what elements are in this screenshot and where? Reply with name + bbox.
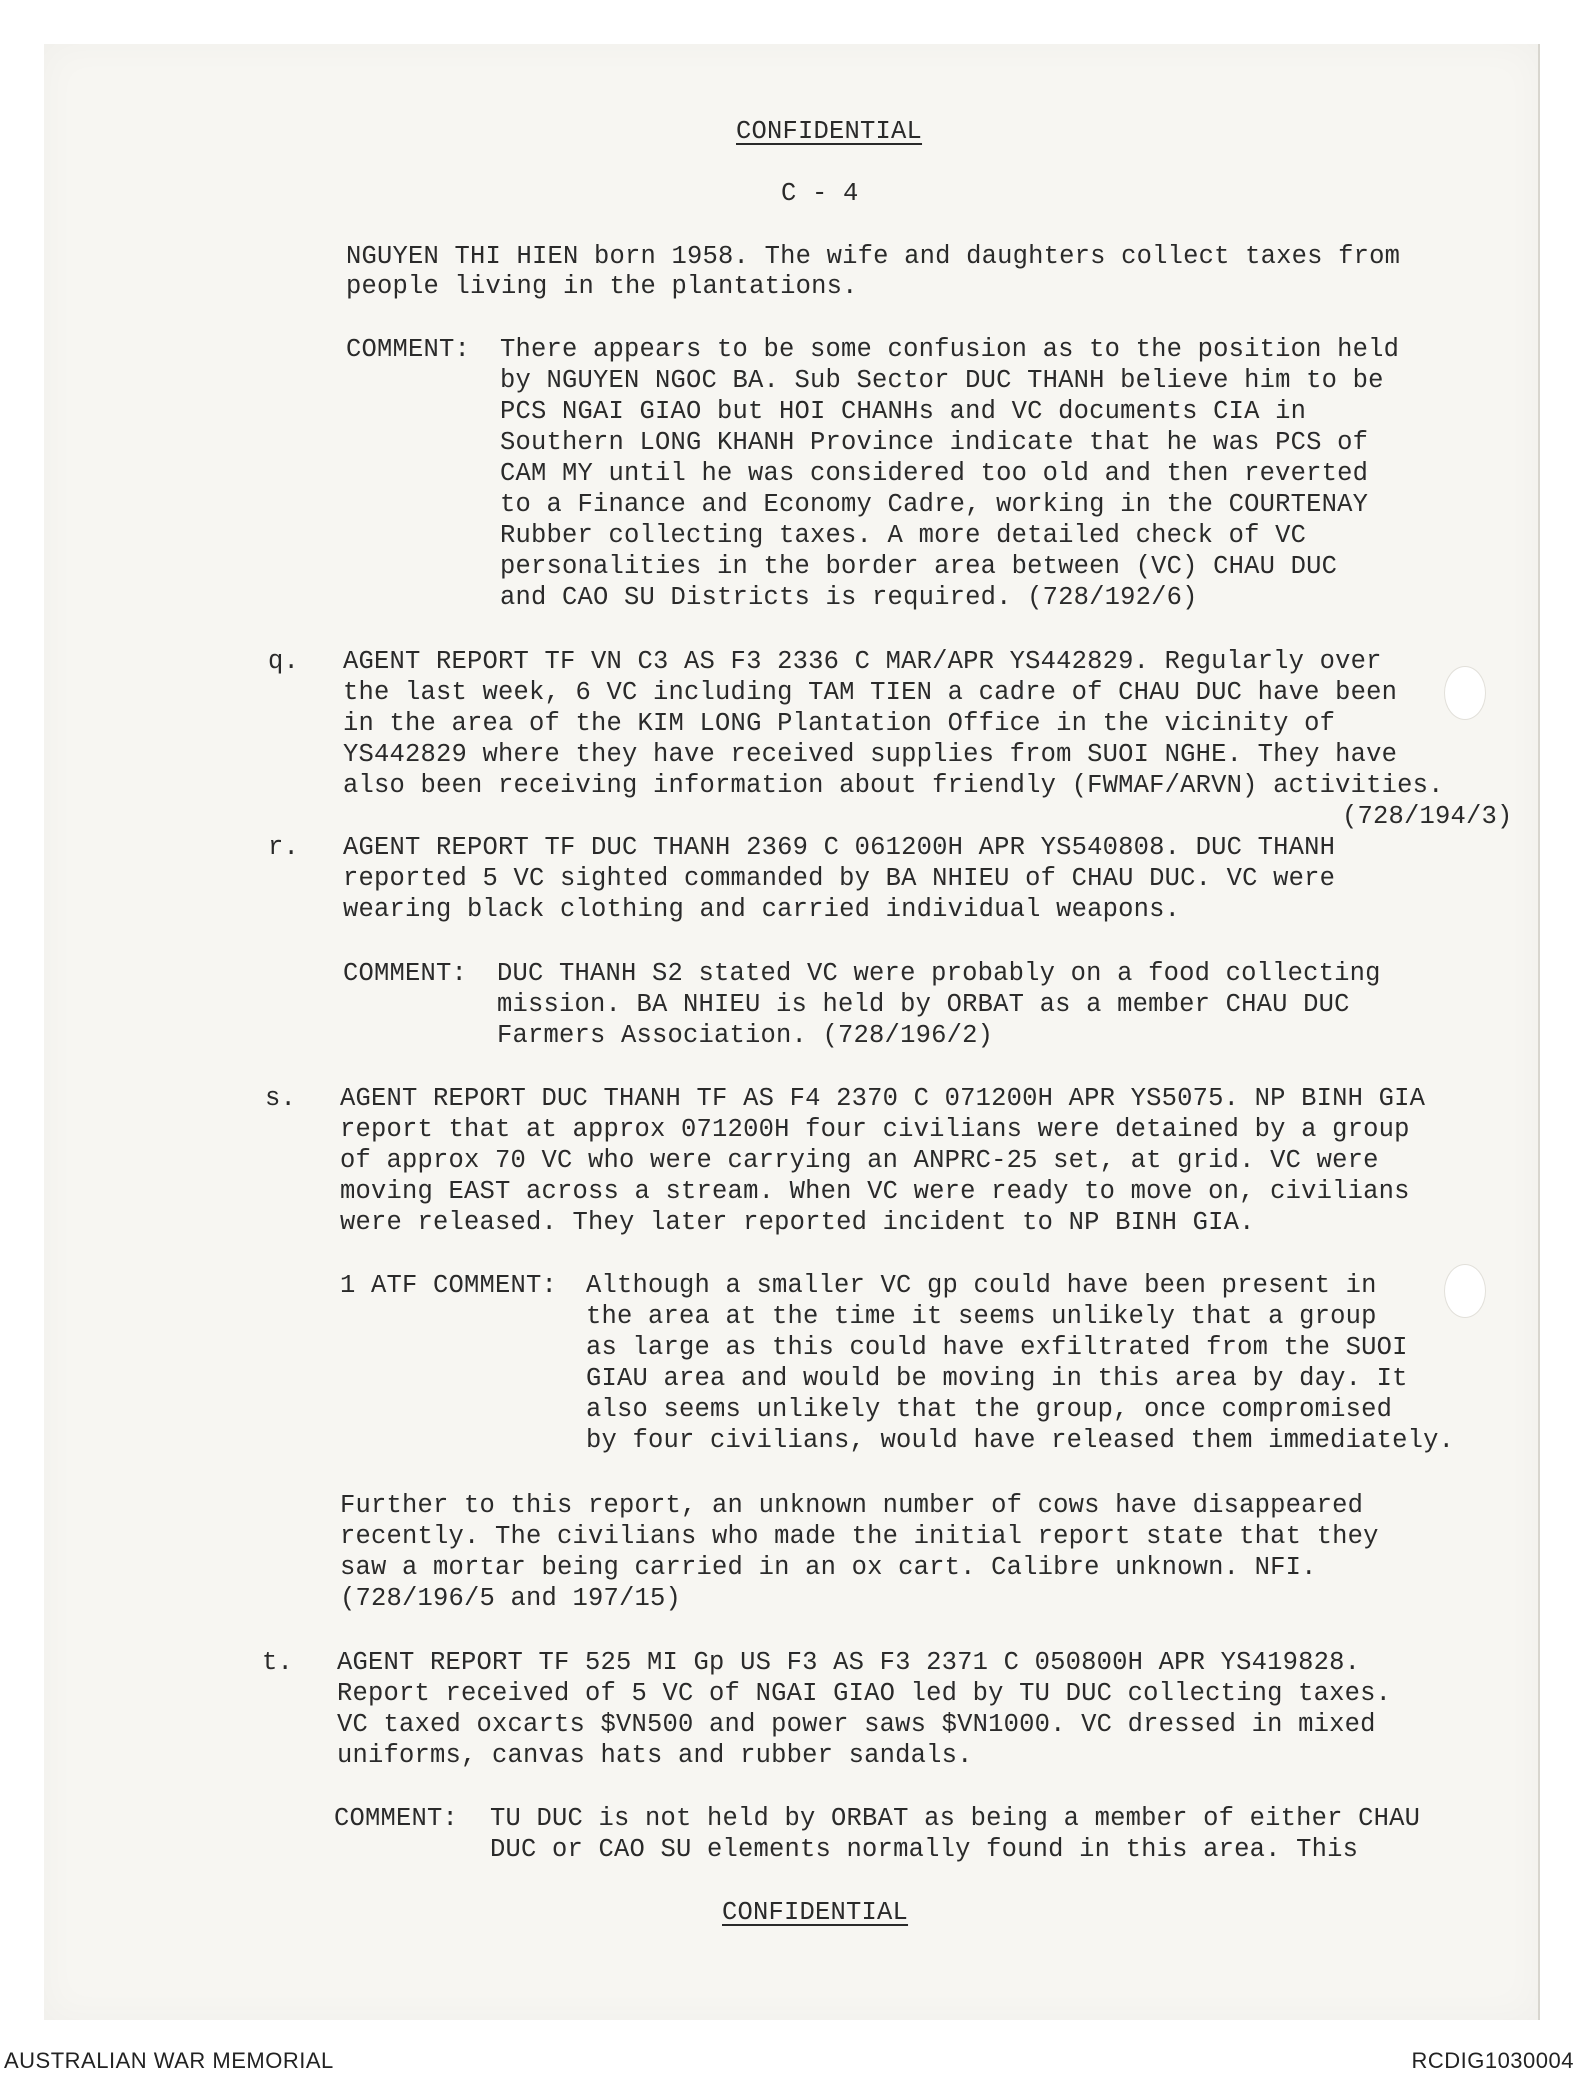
item-marker-s: s. bbox=[265, 1084, 297, 1113]
report-line: reported 5 VC sighted commanded by BA NHIEU of CHAU DUC. VC were bbox=[343, 864, 1336, 893]
report-line: VC taxed oxcarts $VN500 and power saws $VN1000. VC dressed in mixed bbox=[337, 1710, 1376, 1739]
comment-line: Rubber collecting taxes. A more detailed check of VC bbox=[500, 521, 1307, 550]
report-line: AGENT REPORT TF 525 MI Gp US F3 AS F3 2371 C 050800H APR YS419828. bbox=[337, 1648, 1361, 1677]
comment-line: Although a smaller VC gp could have been present in bbox=[586, 1271, 1377, 1300]
comment-label: COMMENT: bbox=[346, 335, 471, 364]
comment-line: to a Finance and Economy Cadre, working in the COURTENAY bbox=[500, 490, 1369, 519]
archive-source-label: AUSTRALIAN WAR MEMORIAL bbox=[4, 2048, 334, 2073]
classification-header: CONFIDENTIAL bbox=[736, 117, 923, 146]
item-marker-r: r. bbox=[268, 833, 300, 862]
report-line: of approx 70 VC who were carrying an ANPRC-25 set, at grid. VC were bbox=[340, 1146, 1379, 1175]
comment-line: mission. BA NHIEU is held by ORBAT as a member CHAU DUC bbox=[497, 990, 1350, 1019]
further-line: recently. The civilians who made the initial report state that they bbox=[340, 1522, 1379, 1551]
report-line: also been receiving information about friendly (FWMAF/ARVN) activities. bbox=[343, 771, 1444, 800]
intro-line: people living in the plantations. bbox=[346, 272, 858, 301]
comment-label: 1 ATF COMMENT: bbox=[340, 1271, 558, 1300]
report-line: report that at approx 071200H four civilians were detained by a group bbox=[340, 1115, 1410, 1144]
classification-footer: CONFIDENTIAL bbox=[722, 1898, 909, 1927]
comment-line: as large as this could have exfiltrated from the SUOI bbox=[586, 1333, 1408, 1362]
comment-line: personalities in the border area between (VC) CHAU DUC bbox=[500, 552, 1338, 581]
report-line: uniforms, canvas hats and rubber sandals. bbox=[337, 1741, 973, 1770]
punch-hole bbox=[1444, 1264, 1486, 1318]
comment-line: the area at the time it seems unlikely that a group bbox=[586, 1302, 1377, 1331]
report-line: the last week, 6 VC including TAM TIEN a cadre of CHAU DUC have been bbox=[343, 678, 1398, 707]
further-line: Further to this report, an unknown number of cows have disappeared bbox=[340, 1491, 1364, 1520]
archive-id-label: RCDIG1030004 bbox=[1411, 2048, 1574, 2073]
comment-line: and CAO SU Districts is required. (728/192/6) bbox=[500, 583, 1198, 612]
report-line: in the area of the KIM LONG Plantation Office in the vicinity of bbox=[343, 709, 1336, 738]
comment-line: by NGUYEN NGOC BA. Sub Sector DUC THANH believe him to be bbox=[500, 366, 1384, 395]
comment-line: Farmers Association. (728/196/2) bbox=[497, 1021, 994, 1050]
item-marker-t: t. bbox=[262, 1648, 294, 1677]
report-line: were released. They later reported incident to NP BINH GIA. bbox=[340, 1208, 1255, 1237]
report-line: moving EAST across a stream. When VC were ready to move on, civilians bbox=[340, 1177, 1410, 1206]
comment-line: DUC THANH S2 stated VC were probably on a food collecting bbox=[497, 959, 1381, 988]
report-line: Report received of 5 VC of NGAI GIAO led by TU DUC collecting taxes. bbox=[337, 1679, 1392, 1708]
punch-hole bbox=[1444, 666, 1486, 720]
comment-line: CAM MY until he was considered too old and then reverted bbox=[500, 459, 1369, 488]
further-line: saw a mortar being carried in an ox cart. Calibre unknown. NFI. bbox=[340, 1553, 1317, 1582]
comment-line: also seems unlikely that the group, once compromised bbox=[586, 1395, 1393, 1424]
comment-line: by four civilians, would have released them immediately. bbox=[586, 1426, 1455, 1455]
intro-line: NGUYEN THI HIEN born 1958. The wife and daughters collect taxes from bbox=[346, 242, 1401, 271]
report-line: AGENT REPORT TF VN C3 AS F3 2336 C MAR/APR YS442829. Regularly over bbox=[343, 647, 1382, 676]
comment-label: COMMENT: bbox=[334, 1804, 459, 1833]
further-line: (728/196/5 and 197/15) bbox=[340, 1584, 682, 1613]
page-reference: C - 4 bbox=[781, 179, 859, 208]
report-line: YS442829 where they have received supplies from SUOI NGHE. They have bbox=[343, 740, 1398, 769]
comment-line: There appears to be some confusion as to the position held bbox=[500, 335, 1400, 364]
comment-line: PCS NGAI GIAO but HOI CHANHs and VC documents CIA in bbox=[500, 397, 1307, 426]
report-reference: (728/194/3) bbox=[1342, 802, 1513, 831]
item-marker-q: q. bbox=[268, 647, 300, 676]
report-line: AGENT REPORT DUC THANH TF AS F4 2370 C 071200H APR YS5075. NP BINH GIA bbox=[340, 1084, 1426, 1113]
comment-line: Southern LONG KHANH Province indicate that he was PCS of bbox=[500, 428, 1369, 457]
comment-line: GIAU area and would be moving in this area by day. It bbox=[586, 1364, 1408, 1393]
comment-label: COMMENT: bbox=[343, 959, 468, 988]
report-line: wearing black clothing and carried individual weapons. bbox=[343, 895, 1181, 924]
comment-line: TU DUC is not held by ORBAT as being a member of either CHAU bbox=[490, 1804, 1421, 1833]
report-line: AGENT REPORT TF DUC THANH 2369 C 061200H APR YS540808. DUC THANH bbox=[343, 833, 1336, 862]
comment-line: DUC or CAO SU elements normally found in this area. This bbox=[490, 1835, 1359, 1864]
